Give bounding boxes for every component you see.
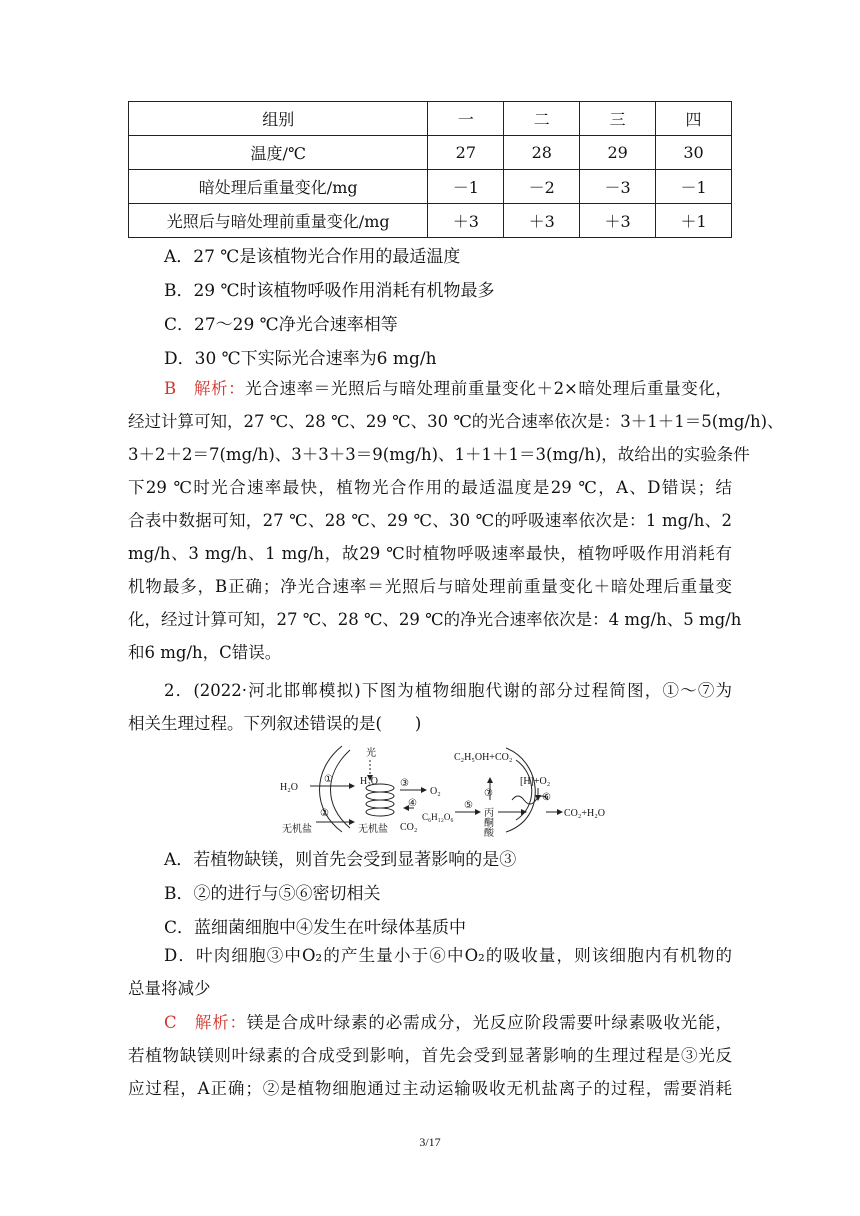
table-cell: ＋3 — [504, 204, 580, 238]
figure-number: ⑤ — [464, 800, 473, 811]
figure-label: [H]+O₂ — [520, 776, 551, 787]
explanation-line: 机物最多，B正确；净光合速率＝光照后与暗处理前重量变化＋暗处理后重量变 — [128, 577, 732, 596]
explanation-line: mg/h、3 mg/h、1 mg/h，故29 ℃时植物呼吸速率最快，植物呼吸作用消耗有 — [128, 544, 732, 563]
stem-line: 2．(2022·河北邯郸模拟)下图为植物细胞代谢的部分过程简图，①～⑦为 — [164, 681, 732, 700]
q1-explanation — [128, 372, 784, 669]
figure-label: 酸 — [484, 828, 494, 838]
thylakoid — [366, 800, 394, 808]
figure-label: 丙 — [484, 808, 494, 819]
option-line: D．叶肉细胞③中O₂的产生量小于⑥中O₂的吸收量，则该细胞内有机物的 — [164, 946, 732, 965]
table-cell: 30 — [656, 136, 732, 170]
q1-answer: B — [164, 379, 177, 398]
explanation-line: 化，经过计算可知，27 ℃、28 ℃、29 ℃的净光合速率依次是：4 mg/h、5 mg/h — [128, 610, 742, 629]
table-cell: －1 — [656, 170, 732, 204]
figure-number: ③ — [400, 778, 409, 789]
explanation-line: 光合速率＝光照后与暗处理前重量变化＋2×暗处理后重量变化， — [245, 379, 733, 398]
data-table — [128, 101, 732, 238]
q1-option-d: D．30 ℃下实际光合速率为6 mg/h — [164, 349, 437, 369]
figure-label: H₂O — [280, 782, 298, 793]
figure-label: CO₂+H₂O — [564, 808, 605, 819]
q2-option-c: C．蓝细菌细胞中④发生在叶绿体基质中 — [164, 918, 467, 938]
table-row — [129, 136, 732, 170]
table-cell: 二 — [504, 102, 580, 136]
q2-stem — [128, 674, 732, 740]
figure-number: ⑦ — [484, 788, 493, 799]
q1-option-a: A．27 ℃是该植物光合作用的最适温度 — [164, 247, 461, 267]
table-cell: －3 — [580, 170, 656, 204]
table-row — [129, 204, 732, 238]
table-cell: －1 — [428, 170, 504, 204]
figure-number: ⑥ — [542, 792, 551, 803]
explanation-line: 和6 mg/h，C错误。 — [128, 643, 282, 662]
figure-label: 无机盐 — [282, 824, 312, 835]
figure-label: 无机盐 — [358, 824, 388, 835]
q1-explanation-label: 解析： — [193, 379, 246, 398]
option-line: 总量将减少 — [128, 979, 211, 998]
explanation-line: 合表中数据可知，27 ℃、28 ℃、29 ℃、30 ℃的呼吸速率依次是：1 mg/h、2 — [128, 511, 732, 530]
table-cell: 一 — [428, 102, 504, 136]
figure-label: 光 — [366, 748, 376, 759]
explanation-line: 经过计算可知，27 ℃、28 ℃、29 ℃、30 ℃的光合速率依次是：3＋1＋1＝5(mg/h)、 — [128, 412, 784, 431]
table-cell: 组别 — [129, 102, 428, 136]
q1-option-b: B．29 ℃时该植物呼吸作用消耗有机物最多 — [164, 281, 495, 301]
figure-number: ① — [324, 774, 333, 785]
table-cell: 28 — [504, 136, 580, 170]
figure-label: C₂H₅OH+CO₂ — [454, 752, 513, 763]
page-number: 3/17 — [419, 1135, 441, 1149]
table-cell: ＋3 — [428, 204, 504, 238]
q2-option-b: B．②的进行与⑤⑥密切相关 — [164, 884, 381, 904]
table-cell: －2 — [504, 170, 580, 204]
explanation-line: 3＋2＋2＝7(mg/h)、3＋3＋3＝9(mg/h)、1＋1＋1＝3(mg/h)，故给出的实验条件 — [128, 445, 750, 464]
table-cell: 四 — [656, 102, 732, 136]
table-cell: 27 — [428, 136, 504, 170]
figure-label: O₂ — [430, 786, 441, 797]
q2-explanation-label: 解析： — [194, 1013, 247, 1032]
table-cell: ＋1 — [656, 204, 732, 238]
explanation-line: 镁是合成叶绿素的必需成分，光反应阶段需要叶绿素吸收光能， — [246, 1013, 733, 1032]
table-header-row — [129, 102, 732, 136]
table-cell: 29 — [580, 136, 656, 170]
q2-answer: C — [164, 1013, 177, 1032]
thylakoid — [366, 808, 394, 816]
table-cell: 三 — [580, 102, 656, 136]
table-cell: 光照后与暗处理前重量变化/mg — [129, 204, 428, 238]
figure-number: ④ — [408, 798, 417, 809]
table-cell: ＋3 — [580, 204, 656, 238]
figure-label: C₆H₁₂O₆ — [422, 812, 454, 822]
chloroplast-inner-membrane — [331, 750, 351, 828]
q2-option-d — [128, 939, 732, 1005]
figure-label: CO₂ — [400, 822, 418, 833]
table-row — [129, 170, 732, 204]
q1-option-c: C．27～29 ℃净光合速率相等 — [164, 315, 398, 335]
q2-option-a: A．若植物缺镁，则首先会受到显著影响的是③ — [164, 850, 517, 870]
figure-number: ② — [320, 808, 329, 819]
thylakoid — [366, 792, 394, 800]
table-cell: 暗处理后重量变化/mg — [129, 170, 428, 204]
figure-label: 酮 — [484, 818, 494, 829]
metabolism-diagram — [280, 740, 620, 838]
q2-explanation — [128, 1006, 732, 1105]
table-cell: 温度/℃ — [129, 136, 428, 170]
figure-label: H₂O — [360, 776, 378, 787]
explanation-line: 若植物缺镁则叶绿素的合成受到影响，首先会受到显著影响的生理过程是③光反 — [128, 1046, 732, 1065]
explanation-line: 应过程，A正确；②是植物细胞通过主动运输吸收无机盐离子的过程，需要消耗 — [128, 1079, 732, 1098]
stem-line: 相关生理过程。下列叙述错误的是( ) — [128, 714, 422, 733]
explanation-line: 下29 ℃时光合速率最快，植物光合作用的最适温度是29 ℃，A、D错误；结 — [128, 478, 732, 497]
